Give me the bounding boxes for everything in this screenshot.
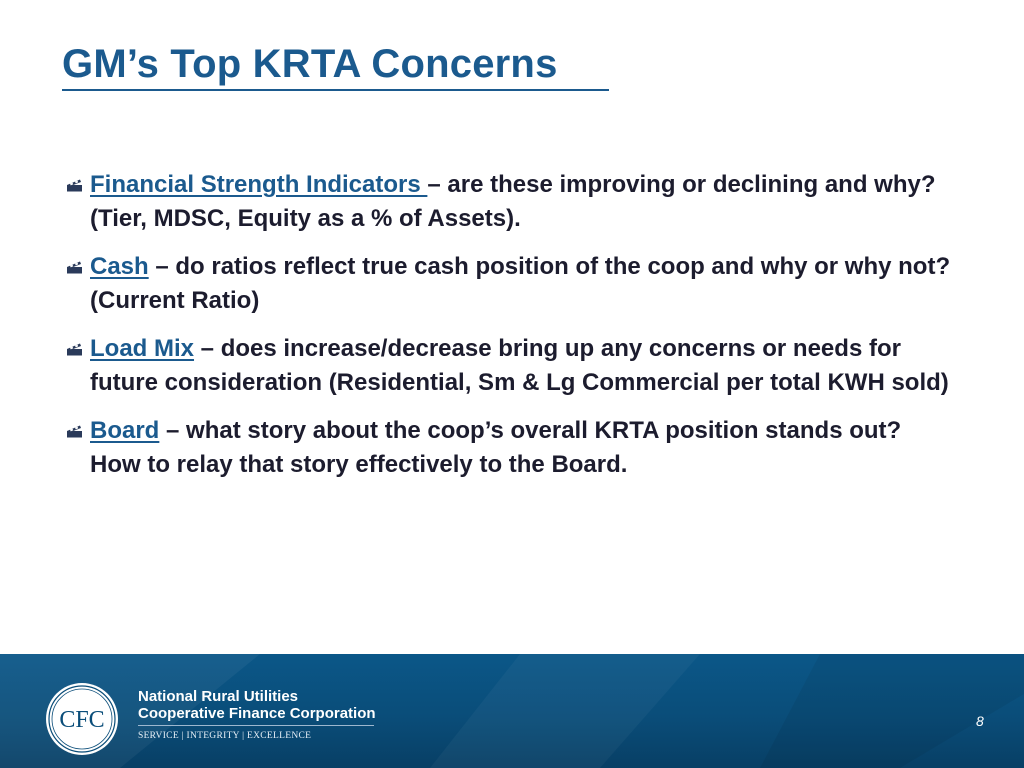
- bullet-text: – what story about the coop’s overall KRTA position stands out? How to relay that story effectively to the Board.: [90, 417, 902, 478]
- org-name-line2: Cooperative Finance Corporation: [138, 705, 376, 722]
- org-name: [138, 688, 376, 722]
- clapper-icon: [66, 261, 83, 274]
- bullet-load-mix: [66, 332, 956, 400]
- title-underline: [62, 89, 609, 91]
- clapper-icon: [66, 343, 83, 356]
- bullet-text: – do ratios reflect true cash position of the coop and why or why not? (Current Ratio): [90, 253, 951, 314]
- bullet-term: Board: [90, 417, 160, 444]
- org-name-line1: National Rural Utilities: [138, 688, 299, 705]
- clapper-icon: [66, 179, 83, 192]
- bullet-text: – are these improving or declining and why? (Tier, MDSC, Equity as a % of Assets).: [90, 171, 936, 232]
- bullet-financial-strength: [66, 168, 956, 236]
- logo-text: CFC: [59, 707, 105, 733]
- bullet-text: – does increase/decrease bring up any concerns or needs for future consideration (Residential, Sm & Lg Commercial per total KWH sold): [90, 335, 949, 396]
- slide-title: GM’s Top KRTA Concerns: [62, 42, 558, 86]
- page-number: 8: [976, 713, 984, 729]
- org-tagline: SERVICE | INTEGRITY | EXCELLENCE: [138, 731, 312, 741]
- bullet-term: Financial Strength Indicators: [90, 171, 428, 198]
- bullet-term: Cash: [90, 253, 149, 280]
- bullet-cash: [66, 250, 956, 318]
- bullet-board: [66, 414, 956, 482]
- footer-band: [0, 654, 1024, 768]
- bullet-term: Load Mix: [90, 335, 195, 362]
- org-divider: [138, 725, 374, 726]
- cfc-logo: [44, 681, 120, 757]
- clapper-icon: [66, 425, 83, 438]
- bullet-list: [66, 168, 956, 496]
